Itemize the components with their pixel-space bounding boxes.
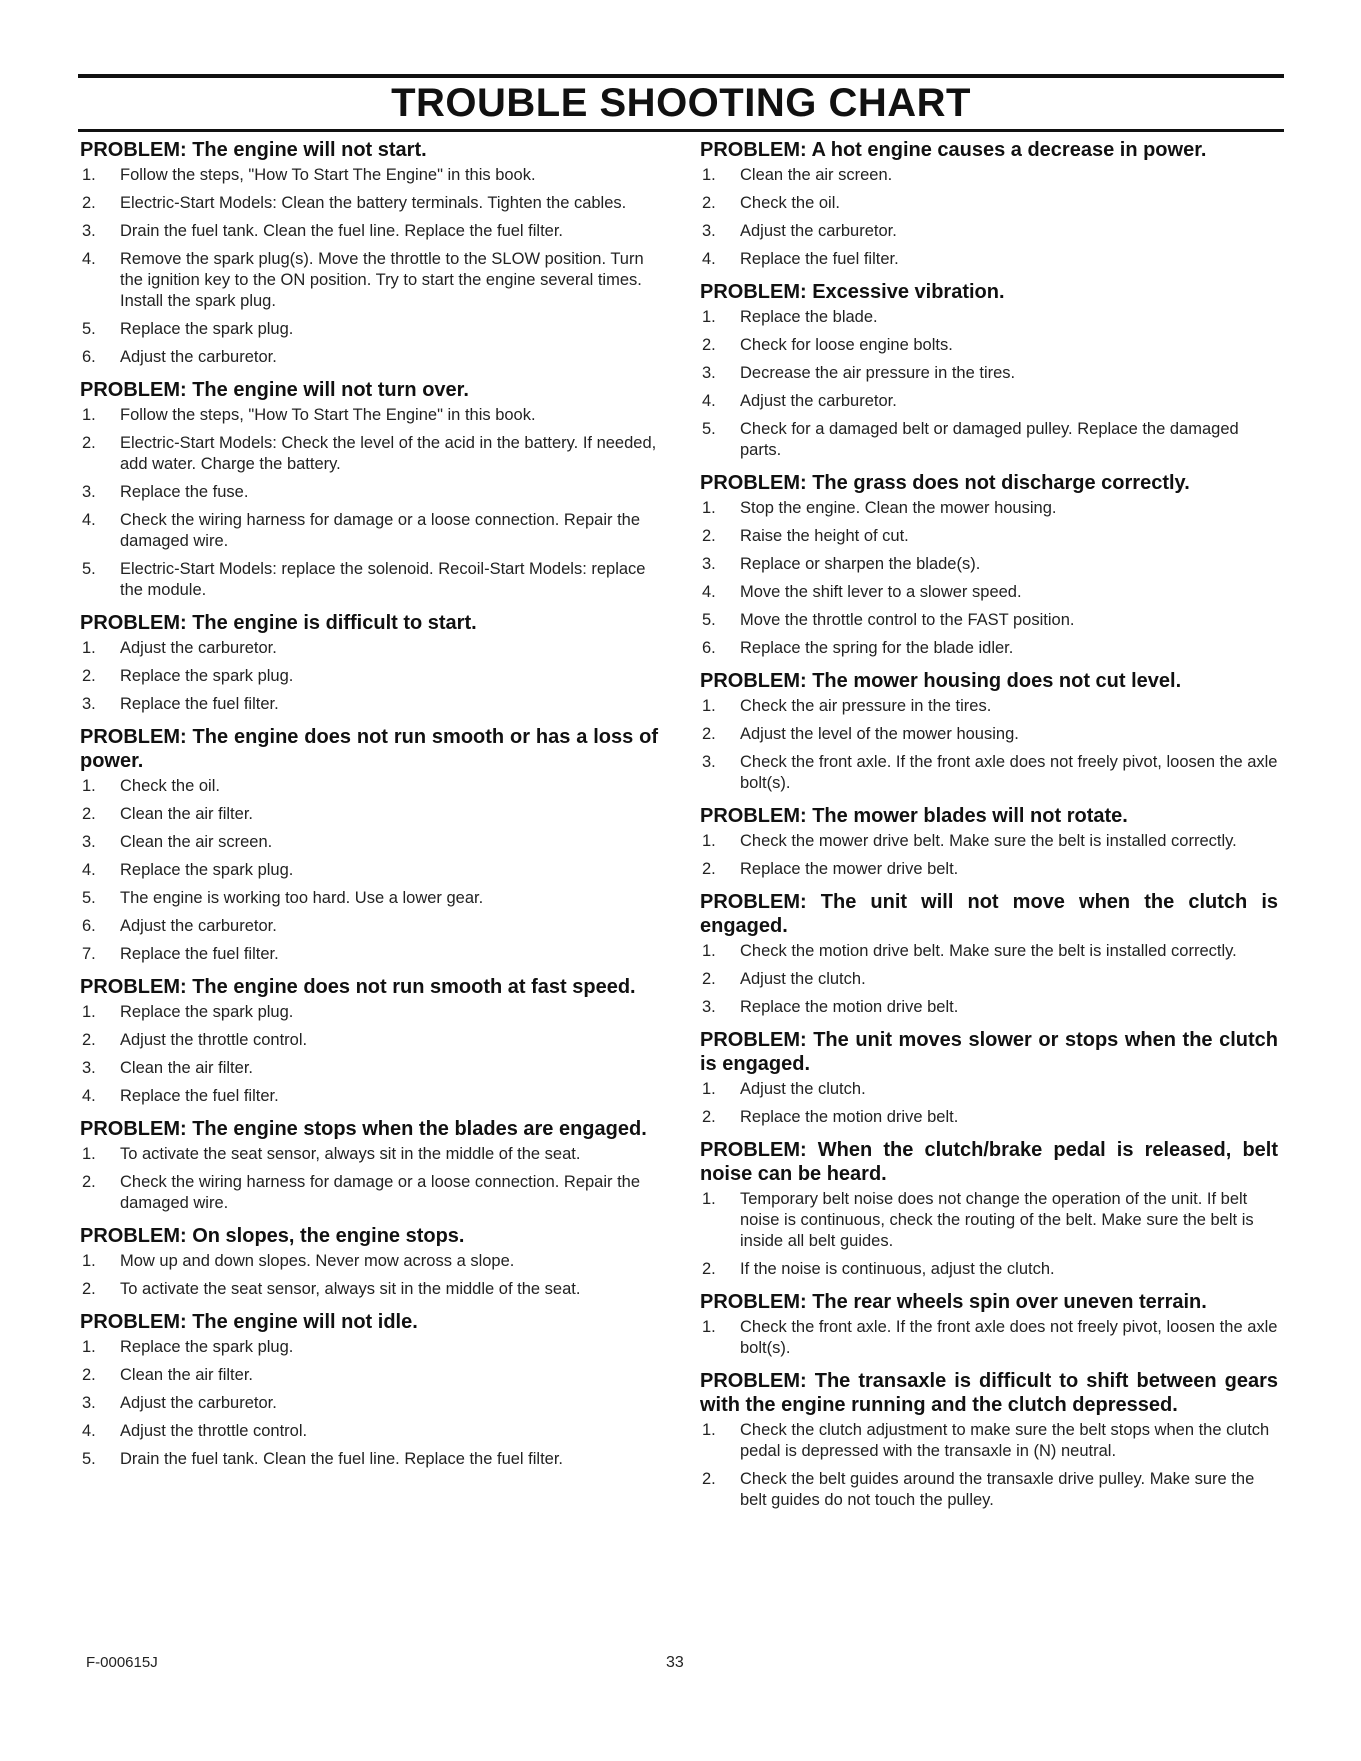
solution-step <box>80 1449 658 1470</box>
step-number: 2. <box>702 336 716 354</box>
top-rule <box>78 74 1284 78</box>
problem-section <box>700 1138 1278 1280</box>
step-text: Clean the air filter. <box>120 1366 253 1384</box>
solution-step <box>700 997 1278 1018</box>
step-number: 2. <box>702 725 716 743</box>
step-number: 1. <box>82 1003 96 1021</box>
problem-section <box>80 378 658 601</box>
step-text: Adjust the clutch. <box>740 1080 866 1098</box>
step-text: Electric-Start Models: Clean the battery terminals. Tighten the cables. <box>120 194 627 212</box>
step-number: 3. <box>702 222 716 240</box>
step-text: Clean the air filter. <box>120 1059 253 1077</box>
step-number: 1. <box>82 166 96 184</box>
step-text: Check for a damaged belt or damaged pulley. Replace the damaged parts. <box>740 420 1239 459</box>
page-title: TROUBLE SHOOTING CHART <box>391 81 971 125</box>
step-text: Check the clutch adjustment to make sure the belt stops when the clutch pedal is depressed with the transaxle in (N) neutral. <box>740 1421 1270 1460</box>
step-text: Check for loose engine bolts. <box>740 336 953 354</box>
solution-list <box>700 696 1278 794</box>
solution-step <box>700 724 1278 745</box>
problem-heading: PROBLEM: A hot engine causes a decrease in power. <box>700 139 1207 161</box>
solution-list <box>700 307 1278 461</box>
solution-step <box>700 969 1278 990</box>
step-text: Remove the spark plug(s). Move the throttle to the SLOW position. Turn the ignition key to the ON position. Try to start the engine several times. Install the spark plug. <box>120 250 644 310</box>
step-text: Replace the spring for the blade idler. <box>740 639 1014 657</box>
step-text: If the noise is continuous, adjust the clutch. <box>740 1260 1055 1278</box>
problem-heading: PROBLEM: The engine will not idle. <box>80 1311 418 1333</box>
step-text: Replace the fuse. <box>120 483 249 501</box>
solution-step <box>700 610 1278 631</box>
solution-list <box>80 1251 658 1300</box>
step-number: 5. <box>82 1450 96 1468</box>
solution-step <box>80 1251 658 1272</box>
step-text: Clean the air filter. <box>120 805 253 823</box>
solution-step <box>700 498 1278 519</box>
step-number: 3. <box>82 222 96 240</box>
step-number: 1. <box>702 832 716 850</box>
step-number: 3. <box>82 695 96 713</box>
step-number: 4. <box>82 1422 96 1440</box>
step-text: Replace the blade. <box>740 308 878 326</box>
problem-heading: PROBLEM: The transaxle is difficult to shift between gears with the engine running and the clutch depressed. <box>700 1370 1278 1416</box>
step-text: Electric-Start Models: replace the solenoid. Recoil-Start Models: replace the module. <box>120 560 646 599</box>
solution-step <box>80 1365 658 1386</box>
solution-step <box>700 1317 1278 1359</box>
step-text: Drain the fuel tank. Clean the fuel line. Replace the fuel filter. <box>120 1450 564 1468</box>
solution-step <box>80 1144 658 1165</box>
step-text: Follow the steps, "How To Start The Engine" in this book. <box>120 406 536 424</box>
step-number: 5. <box>82 320 96 338</box>
step-number: 3. <box>82 483 96 501</box>
step-text: Check the wiring harness for damage or a loose connection. Repair the damaged wire. <box>120 1173 641 1212</box>
step-number: 5. <box>702 611 716 629</box>
step-number: 4. <box>82 511 96 529</box>
problem-heading: PROBLEM: The unit moves slower or stops when the clutch is engaged. <box>700 1029 1278 1075</box>
solution-step <box>700 1079 1278 1100</box>
problem-section <box>80 611 658 715</box>
solution-step <box>700 193 1278 214</box>
problem-heading: PROBLEM: The engine does not run smooth or has a loss of power. <box>80 726 658 772</box>
solution-step <box>700 165 1278 186</box>
step-text: Mow up and down slopes. Never mow across a slope. <box>120 1252 515 1270</box>
step-text: Replace the fuel filter. <box>120 945 279 963</box>
step-text: To activate the seat sensor, always sit in the middle of the seat. <box>120 1145 581 1163</box>
problem-heading: PROBLEM: The engine does not run smooth at fast speed. <box>80 976 636 998</box>
solution-step <box>80 888 658 909</box>
step-text: Replace the fuel filter. <box>740 250 899 268</box>
step-number: 6. <box>82 348 96 366</box>
step-number: 3. <box>82 833 96 851</box>
solution-step <box>80 1279 658 1300</box>
solution-step <box>80 319 658 340</box>
step-text: Adjust the level of the mower housing. <box>740 725 1019 743</box>
step-text: Replace the spark plug. <box>120 320 294 338</box>
problem-heading: PROBLEM: The engine will not turn over. <box>80 379 469 401</box>
problem-section <box>80 975 658 1107</box>
solution-step <box>700 752 1278 794</box>
step-text: Replace the spark plug. <box>120 1338 294 1356</box>
right-column <box>700 138 1278 1521</box>
problem-section <box>80 725 658 965</box>
step-text: Replace or sharpen the blade(s). <box>740 555 981 573</box>
problem-section <box>700 280 1278 461</box>
step-number: 4. <box>82 1087 96 1105</box>
solution-step <box>80 944 658 965</box>
problem-section <box>80 1224 658 1300</box>
solution-list <box>700 1079 1278 1128</box>
step-text: Replace the spark plug. <box>120 1003 294 1021</box>
solution-step <box>80 1086 658 1107</box>
problem-section <box>700 1369 1278 1511</box>
solution-step <box>700 638 1278 659</box>
step-number: 7. <box>82 945 96 963</box>
problem-section <box>700 1028 1278 1128</box>
step-text: Raise the height of cut. <box>740 527 909 545</box>
step-text: Check the belt guides around the transaxle drive pulley. Make sure the belt guides do not touch the pulley. <box>740 1470 1255 1509</box>
solution-step <box>700 582 1278 603</box>
step-number: 2. <box>82 1173 96 1191</box>
problem-section <box>700 471 1278 659</box>
solution-step <box>700 859 1278 880</box>
solution-list <box>700 1189 1278 1280</box>
step-text: Adjust the carburetor. <box>120 917 277 935</box>
step-text: The engine is working too hard. Use a lower gear. <box>120 889 484 907</box>
problem-section <box>700 669 1278 794</box>
step-text: Replace the mower drive belt. <box>740 860 959 878</box>
step-number: 1. <box>702 166 716 184</box>
solution-list <box>700 831 1278 880</box>
step-text: Adjust the carburetor. <box>740 222 897 240</box>
solution-list <box>700 1317 1278 1359</box>
problem-section <box>700 804 1278 880</box>
problem-section <box>80 1310 658 1470</box>
solution-list <box>700 1420 1278 1511</box>
step-number: 3. <box>82 1394 96 1412</box>
step-number: 1. <box>702 1190 716 1208</box>
step-text: Adjust the carburetor. <box>120 348 277 366</box>
problem-heading: PROBLEM: The grass does not discharge correctly. <box>700 472 1190 494</box>
solution-step <box>80 433 658 475</box>
solution-step <box>80 1421 658 1442</box>
step-number: 2. <box>702 970 716 988</box>
problem-heading: PROBLEM: The mower housing does not cut level. <box>700 670 1182 692</box>
step-text: Stop the engine. Clean the mower housing. <box>740 499 1057 517</box>
solution-step <box>700 554 1278 575</box>
solution-step <box>80 1337 658 1358</box>
solution-step <box>80 1030 658 1051</box>
step-text: Check the mower drive belt. Make sure the belt is installed correctly. <box>740 832 1237 850</box>
step-number: 1. <box>702 308 716 326</box>
solution-step <box>700 1189 1278 1252</box>
solution-step <box>80 405 658 426</box>
solution-step <box>700 1469 1278 1511</box>
step-number: 2. <box>702 1470 716 1488</box>
solution-list <box>700 165 1278 270</box>
problem-heading: PROBLEM: The engine is difficult to start. <box>80 612 477 634</box>
step-number: 2. <box>82 1031 96 1049</box>
solution-list <box>80 405 658 601</box>
left-column <box>80 138 658 1480</box>
step-text: Follow the steps, "How To Start The Engine" in this book. <box>120 166 536 184</box>
step-number: 1. <box>702 697 716 715</box>
solution-step <box>80 193 658 214</box>
step-number: 3. <box>702 364 716 382</box>
document-code: F-000615J <box>86 1654 158 1671</box>
solution-list <box>80 638 658 715</box>
step-number: 6. <box>82 917 96 935</box>
problem-heading: PROBLEM: The engine will not start. <box>80 139 427 161</box>
step-text: Replace the motion drive belt. <box>740 998 959 1016</box>
problem-section <box>700 138 1278 270</box>
step-text: Replace the fuel filter. <box>120 695 279 713</box>
problem-section <box>80 1117 658 1214</box>
step-text: Move the throttle control to the FAST position. <box>740 611 1075 629</box>
solution-step <box>80 860 658 881</box>
solution-step <box>80 559 658 601</box>
step-text: Temporary belt noise does not change the operation of the unit. If belt noise is continuous, check the routing of the belt. Make sure the belt is inside all belt guides. <box>740 1190 1254 1250</box>
step-number: 5. <box>82 889 96 907</box>
solution-step <box>700 1107 1278 1128</box>
step-text: Check the wiring harness for damage or a loose connection. Repair the damaged wire. <box>120 511 641 550</box>
solution-step <box>80 916 658 937</box>
step-text: Adjust the throttle control. <box>120 1422 308 1440</box>
step-text: To activate the seat sensor, always sit in the middle of the seat. <box>120 1280 581 1298</box>
step-number: 3. <box>702 555 716 573</box>
solution-step <box>80 249 658 312</box>
step-number: 3. <box>702 998 716 1016</box>
step-number: 1. <box>702 1421 716 1439</box>
step-text: Adjust the carburetor. <box>120 639 277 657</box>
step-text: Electric-Start Models: Check the level of the acid in the battery. If needed, add water. Charge the battery. <box>120 434 657 473</box>
solution-step <box>80 347 658 368</box>
solution-list <box>80 776 658 965</box>
problem-heading: PROBLEM: When the clutch/brake pedal is released, belt noise can be heard. <box>700 1139 1278 1185</box>
step-number: 1. <box>702 1318 716 1336</box>
solution-step <box>700 831 1278 852</box>
step-text: Drain the fuel tank. Clean the fuel line. Replace the fuel filter. <box>120 222 564 240</box>
step-number: 2. <box>702 194 716 212</box>
step-number: 1. <box>82 639 96 657</box>
problem-section <box>700 1290 1278 1359</box>
step-number: 6. <box>702 639 716 657</box>
problem-heading: PROBLEM: The engine stops when the blades are engaged. <box>80 1118 647 1140</box>
solution-step <box>80 694 658 715</box>
step-text: Check the motion drive belt. Make sure the belt is installed correctly. <box>740 942 1237 960</box>
step-text: Clean the air screen. <box>740 166 893 184</box>
step-number: 4. <box>82 861 96 879</box>
problem-heading: PROBLEM: The mower blades will not rotate. <box>700 805 1128 827</box>
problem-section <box>700 890 1278 1018</box>
step-text: Check the air pressure in the tires. <box>740 697 992 715</box>
step-number: 1. <box>702 942 716 960</box>
solution-step <box>80 510 658 552</box>
step-number: 2. <box>82 667 96 685</box>
solution-step <box>80 776 658 797</box>
solution-step <box>80 482 658 503</box>
step-number: 4. <box>702 583 716 601</box>
step-text: Adjust the clutch. <box>740 970 866 988</box>
step-text: Adjust the carburetor. <box>120 1394 277 1412</box>
step-number: 2. <box>82 434 96 452</box>
step-text: Check the oil. <box>740 194 840 212</box>
step-number: 2. <box>702 1108 716 1126</box>
problem-heading: PROBLEM: The unit will not move when the clutch is engaged. <box>700 891 1278 937</box>
step-text: Adjust the throttle control. <box>120 1031 308 1049</box>
step-number: 1. <box>82 1145 96 1163</box>
step-number: 3. <box>702 753 716 771</box>
solution-step <box>700 307 1278 328</box>
solution-step <box>700 1259 1278 1280</box>
step-number: 1. <box>82 1338 96 1356</box>
step-text: Adjust the carburetor. <box>740 392 897 410</box>
step-text: Clean the air screen. <box>120 833 273 851</box>
solution-step <box>700 363 1278 384</box>
solution-step <box>80 221 658 242</box>
step-text: Replace the fuel filter. <box>120 1087 279 1105</box>
step-number: 5. <box>82 560 96 578</box>
problem-heading: PROBLEM: Excessive vibration. <box>700 281 1005 303</box>
step-number: 5. <box>702 420 716 438</box>
problem-heading: PROBLEM: The rear wheels spin over uneven terrain. <box>700 1291 1207 1313</box>
step-text: Replace the spark plug. <box>120 861 294 879</box>
title-rule <box>78 129 1284 132</box>
step-text: Check the front axle. If the front axle does not freely pivot, loosen the axle bolt(s). <box>740 1318 1278 1357</box>
solution-list <box>700 941 1278 1018</box>
step-number: 2. <box>702 1260 716 1278</box>
solution-step <box>700 941 1278 962</box>
step-number: 3. <box>82 1059 96 1077</box>
solution-step <box>700 391 1278 412</box>
solution-step <box>80 666 658 687</box>
solution-list <box>80 165 658 368</box>
solution-step <box>80 1058 658 1079</box>
step-text: Decrease the air pressure in the tires. <box>740 364 1016 382</box>
solution-step <box>80 1393 658 1414</box>
step-number: 2. <box>82 805 96 823</box>
solution-step <box>700 526 1278 547</box>
solution-list <box>80 1337 658 1470</box>
solution-step <box>80 1172 658 1214</box>
step-number: 2. <box>82 194 96 212</box>
solution-step <box>80 165 658 186</box>
solution-step <box>80 832 658 853</box>
step-number: 2. <box>82 1280 96 1298</box>
solution-step <box>700 1420 1278 1462</box>
solution-step <box>80 638 658 659</box>
solution-step <box>700 335 1278 356</box>
solution-list <box>700 498 1278 659</box>
step-number: 1. <box>82 777 96 795</box>
step-number: 4. <box>702 392 716 410</box>
step-number: 1. <box>702 499 716 517</box>
step-number: 4. <box>82 250 96 268</box>
step-number: 1. <box>702 1080 716 1098</box>
step-text: Replace the motion drive belt. <box>740 1108 959 1126</box>
step-text: Replace the spark plug. <box>120 667 294 685</box>
solution-list <box>80 1144 658 1214</box>
page-number: 33 <box>666 1654 684 1671</box>
step-text: Move the shift lever to a slower speed. <box>740 583 1022 601</box>
step-text: Check the oil. <box>120 777 220 795</box>
solution-step <box>700 419 1278 461</box>
step-number: 2. <box>702 860 716 878</box>
solution-step <box>80 1002 658 1023</box>
problem-heading: PROBLEM: On slopes, the engine stops. <box>80 1225 465 1247</box>
solution-step <box>700 249 1278 270</box>
step-text: Check the front axle. If the front axle does not freely pivot, loosen the axle bolt(s). <box>740 753 1278 792</box>
solution-list <box>80 1002 658 1107</box>
step-number: 2. <box>702 527 716 545</box>
solution-step <box>700 696 1278 717</box>
step-number: 1. <box>82 406 96 424</box>
solution-step <box>700 221 1278 242</box>
step-number: 4. <box>702 250 716 268</box>
step-number: 2. <box>82 1366 96 1384</box>
solution-step <box>80 804 658 825</box>
step-number: 1. <box>82 1252 96 1270</box>
problem-section <box>80 138 658 368</box>
